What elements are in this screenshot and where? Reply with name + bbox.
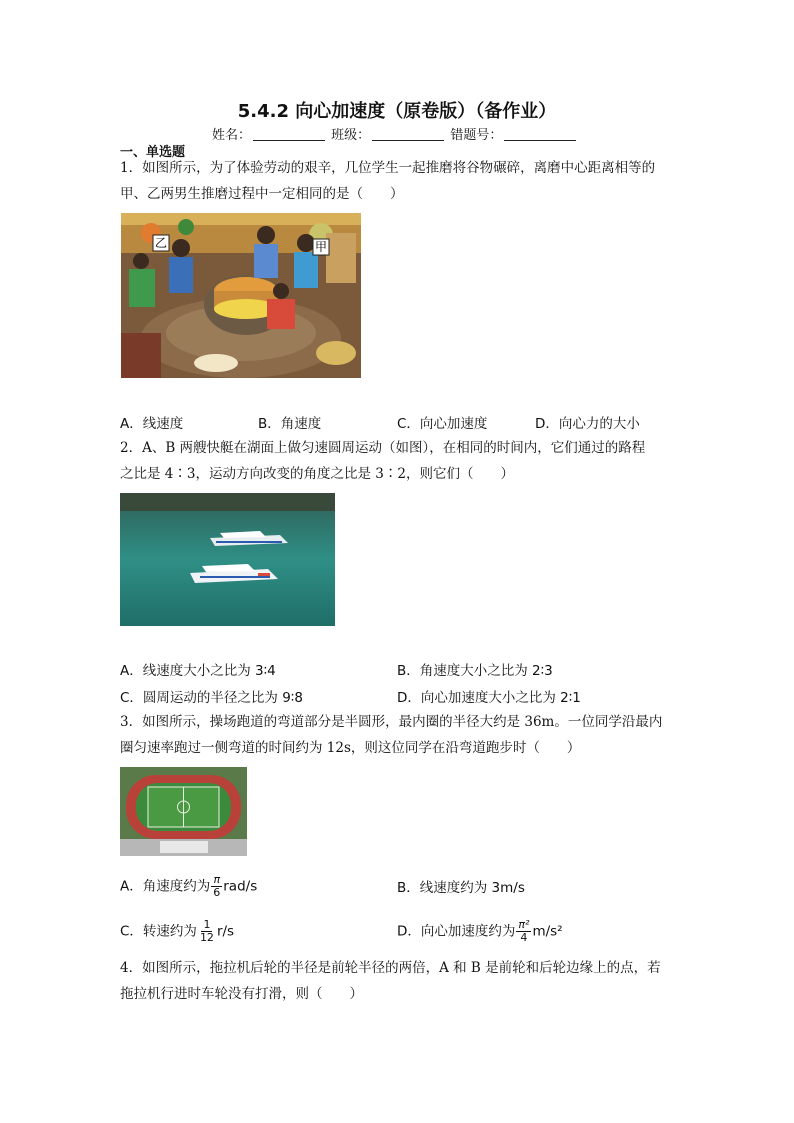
wrong-field[interactable] bbox=[504, 128, 576, 141]
q1-line2: 甲、乙两男生推磨过程中一定相同的是（ ） bbox=[120, 186, 404, 202]
question-1 bbox=[120, 155, 680, 207]
q3-option-d[interactable] bbox=[397, 919, 563, 944]
q1-option-c[interactable]: C．向心加速度 bbox=[397, 416, 488, 432]
stadium-photo bbox=[120, 767, 247, 856]
question-3 bbox=[120, 709, 680, 761]
q2-line2: 之比是 4∶3，运动方向改变的角度之比是 3∶2，则它们（ ） bbox=[120, 466, 514, 482]
label-jia: 甲 bbox=[314, 240, 328, 254]
name-label: 姓名： bbox=[212, 128, 252, 143]
wrong-label: 错题号： bbox=[450, 128, 503, 143]
q3-option-d-fraction: $\frac{\text{π²}}{4}$ bbox=[518, 918, 530, 944]
q3-option-c-unit: r/s bbox=[216, 923, 235, 940]
q2-option-d[interactable]: D．向心加速度大小之比为 2∶1 bbox=[397, 690, 581, 706]
q3-option-c-fraction: $\frac{1}{12}$ bbox=[199, 918, 214, 944]
question-4 bbox=[120, 955, 680, 1007]
label-yi: 乙 bbox=[154, 236, 168, 250]
millstone-illustration bbox=[121, 213, 361, 378]
name-field[interactable] bbox=[253, 128, 325, 141]
page-title: 5.4.2 向心加速度（原卷版）（备作业） bbox=[237, 101, 557, 122]
q3-option-a-prefix: A．角速度约为 bbox=[120, 878, 211, 895]
q3-option-a-unit: rad/s bbox=[223, 878, 258, 895]
q3-option-a-fraction: $\frac{\pi}{6}$ bbox=[213, 873, 221, 899]
q3-option-a[interactable] bbox=[120, 874, 257, 899]
section-heading: 一、单选题 bbox=[120, 145, 186, 160]
q3-line2: 圈匀速率跑过一侧弯道的时间约为 12s，则这位同学在沿弯道跑步时（ ） bbox=[120, 740, 581, 756]
q2-line1: 2．A、B 两艘快艇在湖面上做匀速圆周运动（如图），在相同的时间内，它们通过的路程 bbox=[120, 440, 646, 456]
class-label: 班级： bbox=[331, 128, 371, 143]
q1-option-d[interactable]: D．向心力的大小 bbox=[535, 416, 640, 432]
q1-option-a[interactable]: A．线速度 bbox=[120, 416, 184, 432]
q2-option-a[interactable]: A．线速度大小之比为 3∶4 bbox=[120, 663, 276, 679]
q1-option-b[interactable]: B．角速度 bbox=[258, 416, 322, 432]
q3-option-d-unit: m/s² bbox=[532, 923, 563, 940]
q4-line2: 拖拉机行进时车轮没有打滑，则（ ） bbox=[120, 986, 363, 1002]
q3-option-d-prefix: D．向心加速度约为 bbox=[397, 923, 516, 940]
q4-line1: 4．如图所示，拖拉机后轮的半径是前轮半径的两倍，A 和 B 是前轮和后轮边缘上的点，若 bbox=[120, 960, 661, 976]
q1-line1: 1．如图所示，为了体验劳动的艰辛，几位学生一起推磨将谷物碾碎，离磨中心距离相等的 bbox=[120, 160, 656, 176]
q2-option-c[interactable]: C．圆周运动的半径之比为 9∶8 bbox=[120, 690, 303, 706]
student-info bbox=[212, 124, 578, 143]
class-field[interactable] bbox=[372, 128, 444, 141]
q3-option-c-prefix: C．转速约为 bbox=[120, 923, 197, 940]
q2-option-b[interactable]: B．角速度大小之比为 2∶3 bbox=[397, 663, 553, 679]
q3-option-c[interactable] bbox=[120, 919, 234, 944]
speedboats-photo bbox=[120, 493, 335, 626]
q3-option-b[interactable]: B．线速度约为 3m/s bbox=[397, 880, 525, 896]
question-2 bbox=[120, 435, 680, 487]
q3-line1: 3．如图所示，操场跑道的弯道部分是半圆形，最内圈的半径大约是 36m。一位同学沿最内 bbox=[120, 714, 663, 730]
